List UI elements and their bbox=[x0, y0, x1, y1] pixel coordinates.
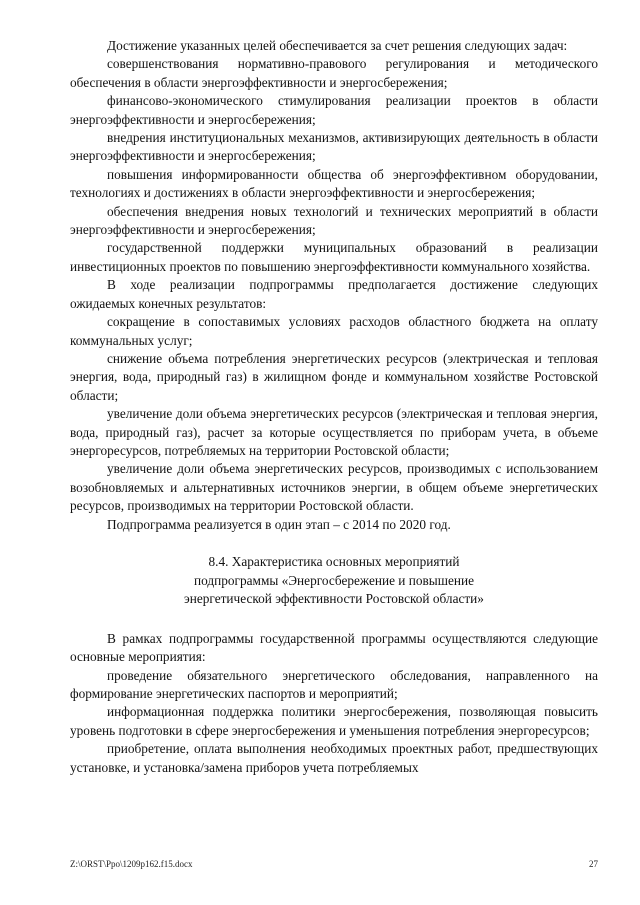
file-path: Z:\ORST\Ppo\1209p162.f15.docx bbox=[70, 859, 193, 869]
heading-line: 8.4. Характеристика основных мероприятий bbox=[208, 553, 460, 569]
section-heading bbox=[70, 553, 598, 609]
page-number: 27 bbox=[589, 859, 598, 869]
paragraph: государственной поддержки муниципальных образований в реализации инвестиционных проектов по повышению энергоэффективности коммунального хозяйства. bbox=[70, 240, 598, 274]
paragraph: совершенствования нормативно-правового регулирования и методического обеспечения в области энергоэффективности и энергосбережения; bbox=[70, 56, 598, 90]
paragraph: информационная поддержка политики энергосбережения, позволяющая повысить уровень подготовки в сфере энергосбережения и уменьшения потребления энергоресурсов; bbox=[70, 704, 598, 738]
heading-line: подпрограммы «Энергосбережение и повышение bbox=[193, 572, 474, 588]
paragraph: обеспечения внедрения новых технологий и технических мероприятий в области энергоэффективности и энергосбережения; bbox=[70, 203, 598, 238]
paragraph: повышения информированности общества об энергоэффективном оборудовании, технологиях и достижениях в области энергоэффективности и энергосбережения; bbox=[70, 166, 598, 201]
paragraph: сокращение в сопоставимых условиях расходов областного бюджета на оплату коммунальных услуг; bbox=[70, 314, 598, 348]
paragraph: Достижение указанных целей обеспечивается за счет решения следующих задач: bbox=[107, 38, 568, 53]
paragraph: проведение обязательного энергетического обследования, направленного на формирование энергетических паспортов и мероприятий; bbox=[70, 667, 598, 701]
paragraph: В ходе реализации подпрограммы предполагается достижение следующих ожидаемых конечных результатов: bbox=[70, 277, 598, 311]
paragraph: приобретение, оплата выполнения необходимых проектных работ, предшествующих установке, и установка/замена приборов учета потребляемых bbox=[70, 741, 598, 775]
paragraph: снижение объема потребления энергетических ресурсов (электрическая и тепловая энергия, вода, природный газ) в жилищном фонде и коммунальном хозяйстве Ростовской области; bbox=[70, 350, 598, 403]
paragraph: В рамках подпрограммы государственной программы осуществляются следующие основные мероприятия: bbox=[70, 630, 598, 665]
paragraph: финансово-экономического стимулирования реализации проектов в области энергоэффективности и энергосбережения; bbox=[70, 93, 598, 127]
paragraph: увеличение доли объема энергетических ресурсов, производимых с использованием возобновляемых и альтернативных источников энергии, в общем объеме энергетических ресурсов, производимых на территории Ростовской области. bbox=[70, 461, 598, 514]
body-text bbox=[70, 37, 598, 777]
paragraph: увеличение доли объема энергетических ресурсов (электрическая и тепловая энергия, вода, природный газ), расчет за которые осуществляется по приборам учета, в объеме энергоресурсов, потребляемых на территории Ростовской области; bbox=[70, 406, 598, 458]
heading-line: энергетической эффективности Ростовской области» bbox=[184, 591, 484, 607]
paragraph: Подпрограмма реализуется в один этап – с 2014 по 2020 год. bbox=[107, 516, 451, 532]
paragraph: внедрения институциональных механизмов, активизирующих деятельность в области энергоэффективности и энергосбережения; bbox=[70, 130, 598, 164]
